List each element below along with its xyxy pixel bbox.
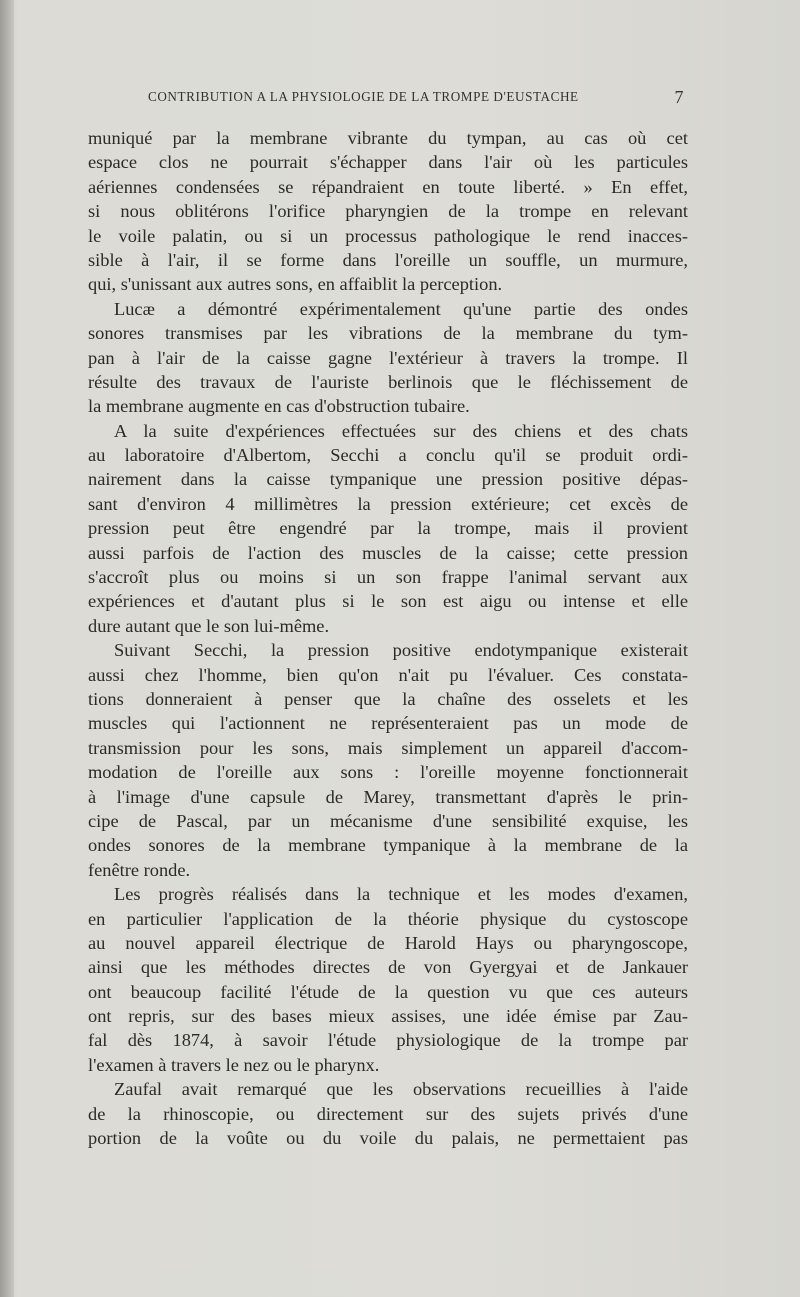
text-line: si nous oblitérons l'orifice pharyngien de la trompe en relevant [88, 201, 688, 222]
text-line: au laboratoire d'Albertom, Secchi a conclu qu'il se produit ordi- [88, 445, 688, 466]
text-line: pression peut être engendré par la trompe, mais il provient [88, 518, 688, 539]
text-line: fenêtre ronde. [88, 859, 191, 880]
text-line: pan à l'air de la caisse gagne l'extérieur à travers la trompe. Il [88, 347, 688, 368]
running-title: CONTRIBUTION A LA PHYSIOLOGIE DE LA TROMPE D'EUSTACHE [148, 89, 579, 104]
text-line: Zaufal avait remarqué que les observations recueillies à l'aide [114, 1079, 688, 1100]
text-line: fal dès 1874, à savoir l'étude physiologique de la trompe par [88, 1030, 688, 1051]
text-line: aériennes condensées se répandraient en toute liberté. » En effet, [88, 176, 688, 197]
text-line: le voile palatin, ou si un processus pathologique le rend inacces- [88, 225, 688, 246]
text-line: modation de l'oreille aux sons : l'oreille moyenne fonctionnerait [88, 762, 688, 783]
text-line: à l'image d'une capsule de Marey, transmettant d'après le prin- [88, 786, 688, 807]
text-line: résulte des travaux de l'auriste berlinois que le fléchissement de [88, 371, 688, 392]
text-line: sant d'environ 4 millimètres la pression extérieure; cet excès de [88, 493, 688, 514]
text-line: Les progrès réalisés dans la technique et les modes d'examen, [114, 884, 688, 905]
text-line: sible à l'air, il se forme dans l'oreille un souffle, un murmure, [88, 249, 688, 270]
text-line: ainsi que les méthodes directes de von Gyergyai et de Jankauer [88, 957, 688, 978]
text-line: portion de la voûte ou du voile du palais, ne permettaient pas [88, 1128, 688, 1149]
text-line: sonores transmises par les vibrations de la membrane du tym- [88, 323, 688, 344]
text-line: aussi chez l'homme, bien qu'on n'ait pu l'évaluer. Ces constata- [88, 664, 688, 685]
text-line: espace clos ne pourrait s'échapper dans l'air où les particules [88, 152, 688, 173]
running-header [148, 89, 684, 109]
text-line: l'examen à travers le nez ou le pharynx. [88, 1054, 380, 1075]
body-text [88, 126, 688, 1150]
text-line: aussi parfois de l'action des muscles de la caisse; cette pression [88, 542, 688, 563]
text-line: dure autant que le son lui-même. [88, 615, 330, 636]
text-line: muscles qui l'actionnent ne représenteraient pas un mode de [88, 713, 688, 734]
text-line: transmission pour les sons, mais simplement un appareil d'accom- [88, 737, 688, 758]
text-line: A la suite d'expériences effectuées sur des chiens et des chats [114, 420, 688, 441]
text-line: au nouvel appareil électrique de Harold Hays ou pharyngoscope, [88, 932, 688, 953]
text-line: la membrane augmente en cas d'obstruction tubaire. [88, 396, 470, 417]
text-line: nairement dans la caisse tympanique une pression positive dépas- [88, 469, 688, 490]
text-line: de la rhinoscopie, ou directement sur des sujets privés d'une [88, 1103, 688, 1124]
page-number: 7 [674, 87, 684, 107]
text-line: ont beaucoup facilité l'étude de la question vu que ces auteurs [88, 981, 688, 1002]
text-line: tions donneraient à penser que la chaîne des osselets et les [88, 688, 688, 709]
text-line: s'accroît plus ou moins si un son frappe l'animal servant aux [88, 567, 688, 588]
text-line: Lucæ a démontré expérimentalement qu'une partie des ondes [114, 298, 688, 319]
text-line: en particulier l'application de la théorie physique du cystoscope [88, 908, 688, 929]
text-line: cipe de Pascal, par un mécanisme d'une sensibilité exquise, les [88, 810, 688, 831]
text-line: qui, s'unissant aux autres sons, en affaiblit la perception. [88, 274, 503, 295]
text-line: expériences et d'autant plus si le son est aigu ou intense et elle [88, 591, 688, 612]
text-line: muniqué par la membrane vibrante du tympan, au cas où cet [88, 128, 688, 148]
text-line: ondes sonores de la membrane tympanique à la membrane de la [88, 835, 688, 856]
text-line: ont repris, sur des bases mieux assises, une idée émise par Zau- [88, 1006, 688, 1027]
text-line: Suivant Secchi, la pression positive endotympanique existerait [114, 640, 688, 661]
page-binding-edge [0, 0, 14, 1297]
